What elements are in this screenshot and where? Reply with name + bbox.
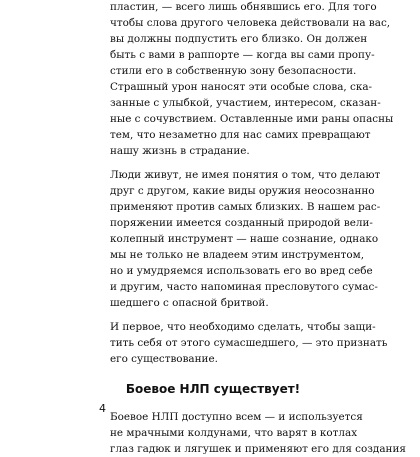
page-number: 4 xyxy=(99,402,106,415)
section-heading: Боевое НЛП существует! xyxy=(125,382,301,396)
text-line: нашу жизнь в страдание. xyxy=(110,145,250,157)
paragraph xyxy=(110,167,381,311)
text-line: тем, что незаметно для нас самих превращают xyxy=(110,129,371,141)
text-line: шедшего с опасной бритвой. xyxy=(110,297,269,309)
paragraph-gap xyxy=(110,159,316,167)
text-line: чтобы слова другого человека действовали на вас, xyxy=(110,17,391,29)
text-line: его существование. xyxy=(110,353,218,365)
text-line: стили его в собственную зону безопасности. xyxy=(110,65,357,77)
text-line: колепный инструмент — наше сознание, однако xyxy=(110,233,379,245)
paragraph-gap xyxy=(110,311,316,319)
text-line: не мрачными колдунами, что варят в котлах xyxy=(110,427,358,439)
text-line: Страшный урон наносят эти особые слова, ска- xyxy=(110,81,373,93)
text-line: вы должны подпустить его близко. Он должен xyxy=(110,33,368,45)
text-column xyxy=(110,0,406,457)
text-line: пластин, — всего лишь обнявшись его. Для того xyxy=(110,1,377,13)
paragraph xyxy=(110,409,406,457)
text-line: мы не только не владеем этим инструментом, xyxy=(110,249,365,261)
text-line: и другим, часто напоминая пресловутого сумас- xyxy=(110,281,378,293)
text-line: Люди живут, не имея понятия о том, что делают xyxy=(110,169,381,181)
text-line: И первое, что необходимо сделать, чтобы защи- xyxy=(110,321,376,333)
text-line: быть с вами в раппорте — когда вы сами пропу- xyxy=(110,49,375,61)
text-line: но и умудряемся использовать его во вред себе xyxy=(110,265,373,277)
paragraph xyxy=(110,319,388,367)
text-line: тить себя от этого сумасшедшего, — это признать xyxy=(110,337,388,349)
text-line: занные с улыбкой, участием, интересом, сказан- xyxy=(110,97,381,109)
text-line: друг с другом, какие виды оружия неосознанно xyxy=(110,185,375,197)
text-line: применяют против самых близких. В нашем рас- xyxy=(110,201,381,213)
text-line: Боевое НЛП доступно всем — и используется xyxy=(110,411,363,423)
paragraph xyxy=(110,0,394,159)
text-line: глаз гадюк и лягушек и применяют его для создания xyxy=(110,443,406,455)
text-line: поряжении имеется созданный природой вели- xyxy=(110,217,373,229)
text-line: ные с сочувствием. Оставленные ими раны опасны xyxy=(110,113,394,125)
